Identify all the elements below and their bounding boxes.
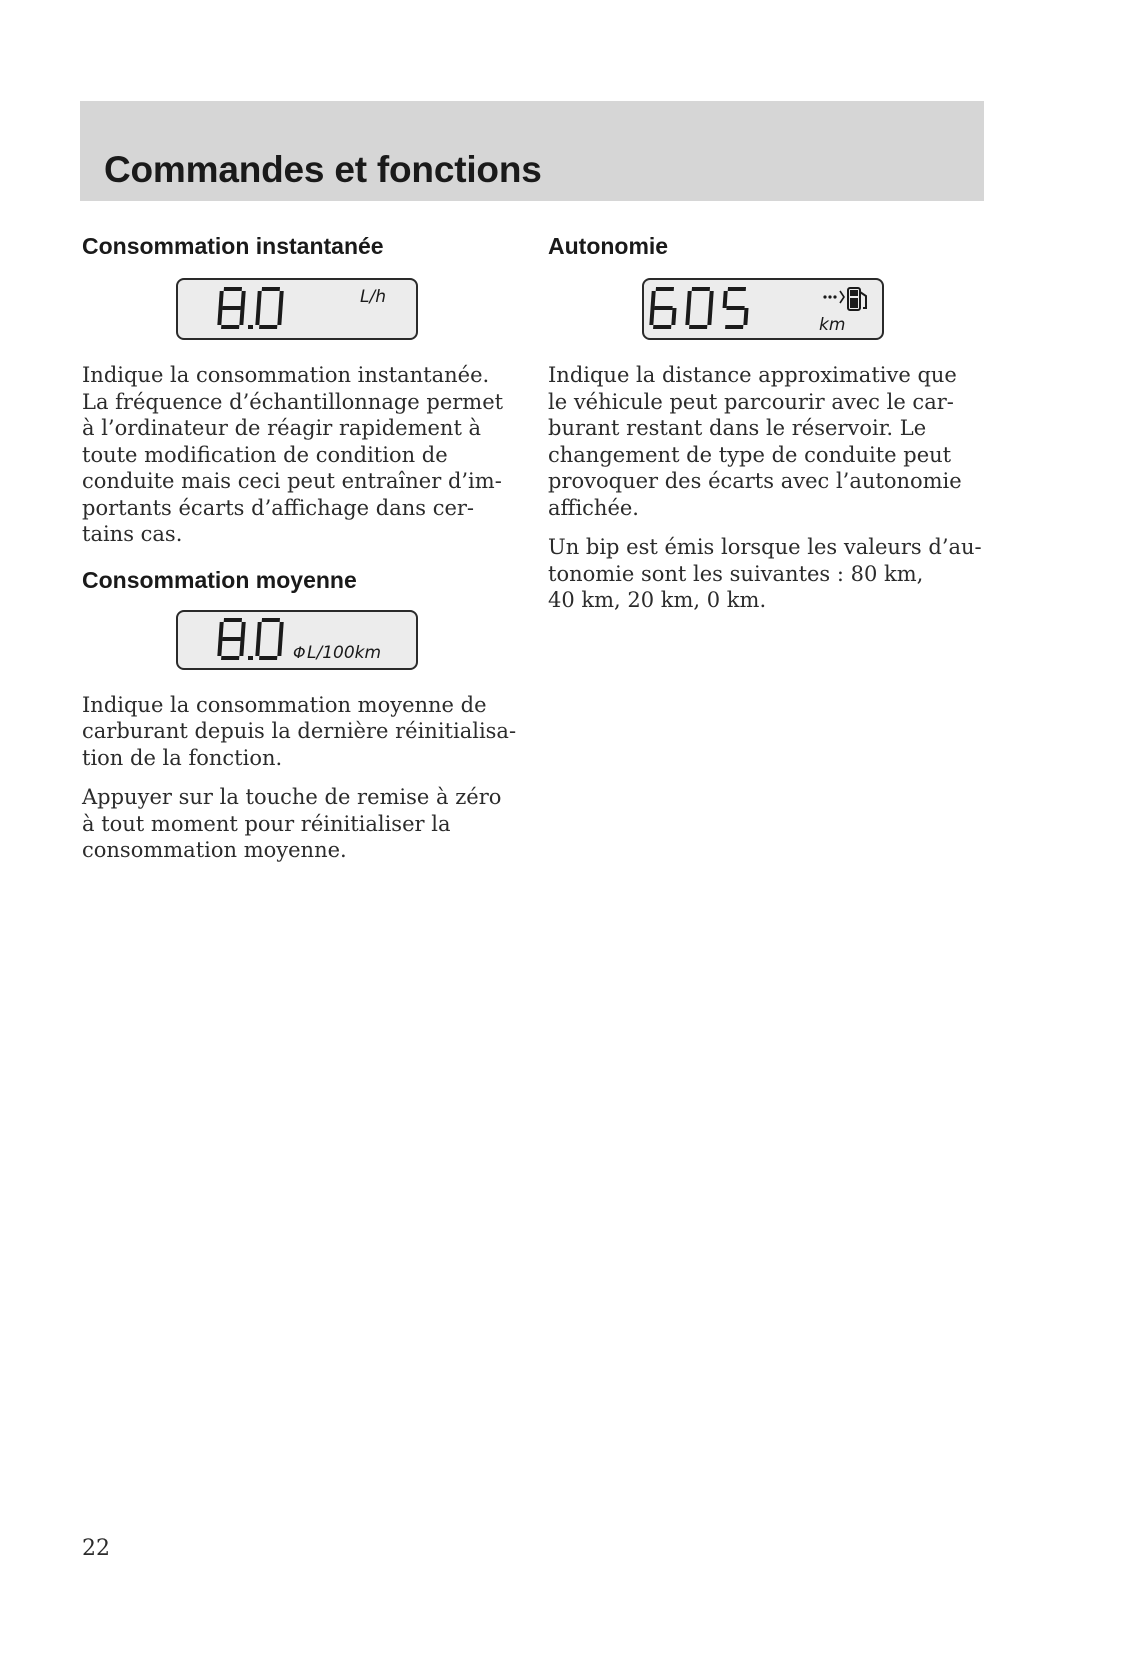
digit-segment	[255, 308, 260, 325]
digit-segment	[259, 656, 277, 660]
digit-segment	[219, 622, 224, 639]
range-description: Indique la distance approximative que le véhicule peut parcourir avec le car- burant restant dans le réservoir. Le changement de type de conduite peut provoquer des écarts avec l’autonomie affichée.	[548, 363, 962, 520]
digit-segment	[656, 287, 674, 291]
digit-segment	[743, 308, 748, 325]
lcd-instant-digits	[217, 287, 284, 329]
decimal-point	[248, 325, 253, 329]
digit-segment	[241, 291, 246, 308]
lcd-digit	[217, 287, 246, 329]
digit-segment	[649, 308, 654, 325]
digit-segment	[687, 291, 692, 308]
digit-segment	[221, 656, 239, 660]
average-symbol-icon: Φ	[293, 642, 306, 662]
digit-segment	[277, 308, 282, 325]
lcd-average-consumption	[176, 610, 418, 670]
fuel-pump-icon	[823, 288, 866, 310]
lcd-digit	[649, 287, 678, 329]
digit-segment	[257, 291, 262, 308]
digit-segment	[217, 308, 222, 325]
average-description: Indique la consommation moyenne de carburant depuis la dernière réinitialisa- tion de la fonction.	[82, 692, 517, 770]
lcd-digit	[721, 287, 750, 329]
digit-segment	[224, 618, 242, 622]
digit-segment	[257, 622, 262, 639]
lcd-instant-consumption	[176, 278, 418, 340]
digit-segment	[725, 325, 743, 329]
heading-average-consumption: Consommation moyenne	[82, 566, 357, 593]
digit-segment	[689, 325, 707, 329]
average-reset-instruction: Appuyer sur la touche de remise à zéro à tout moment pour réinitialiser la consommation moyenne.	[82, 785, 502, 862]
digit-segment	[685, 308, 690, 325]
digit-segment	[239, 308, 244, 325]
digit-segment	[692, 287, 710, 291]
digit-segment	[217, 639, 222, 656]
digit-segment	[262, 618, 280, 622]
lcd-average-unit: L/100km	[307, 642, 382, 663]
digit-segment	[654, 306, 672, 310]
lcd-range-unit: km	[819, 315, 846, 335]
lcd-range	[642, 278, 884, 340]
digit-segment	[222, 637, 240, 641]
digit-segment	[723, 291, 728, 308]
digit-segment	[259, 325, 277, 329]
lcd-instant-wrap	[82, 262, 522, 362]
range-beep-info: Un bip est émis lorsque les valeurs d’au- tonomie sont les suivantes : 80 km, 40 km, 20 km, 0 km.	[548, 535, 982, 612]
right-column	[548, 230, 988, 627]
digit-segment	[726, 306, 744, 310]
lcd-digit	[685, 287, 714, 329]
digit-segment	[707, 308, 712, 325]
heading-instant-consumption: Consommation instantanée	[82, 233, 384, 259]
digit-segment	[239, 639, 244, 656]
digit-segment	[709, 291, 714, 308]
lcd-range-digits	[649, 287, 750, 329]
digit-segment	[224, 287, 242, 291]
heading-range: Autonomie	[548, 233, 669, 259]
digit-segment	[671, 308, 676, 325]
left-column	[82, 230, 522, 877]
lcd-range-wrap	[548, 262, 988, 362]
digit-segment	[728, 287, 746, 291]
decimal-point	[248, 656, 253, 660]
digit-segment	[222, 306, 240, 310]
lcd-digit	[217, 618, 246, 660]
digit-segment	[279, 291, 284, 308]
digit-segment	[279, 622, 284, 639]
page-number: 22	[82, 1536, 110, 1561]
page-title: Commandes et fonctions	[104, 149, 542, 190]
lcd-digit	[255, 618, 284, 660]
lcd-digit	[255, 287, 284, 329]
digit-segment	[277, 639, 282, 656]
digit-segment	[221, 325, 239, 329]
instant-description: Indique la consommation instantanée. La fréquence d’échantillonnage permet à l’ordinateur de réagir rapidement à toute modification de condition de conduite mais ceci peut entraîner d’im- portants écarts d’affichage dans cer- tains cas.	[82, 363, 504, 546]
digit-segment	[241, 622, 246, 639]
digit-segment	[219, 291, 224, 308]
digit-segment	[255, 639, 260, 656]
digit-segment	[651, 291, 656, 308]
header-band	[80, 101, 984, 201]
lcd-average-digits	[217, 618, 284, 660]
lcd-average-wrap	[82, 596, 522, 692]
digit-segment	[653, 325, 671, 329]
lcd-instant-unit: L/h	[360, 287, 386, 307]
digit-segment	[262, 287, 280, 291]
